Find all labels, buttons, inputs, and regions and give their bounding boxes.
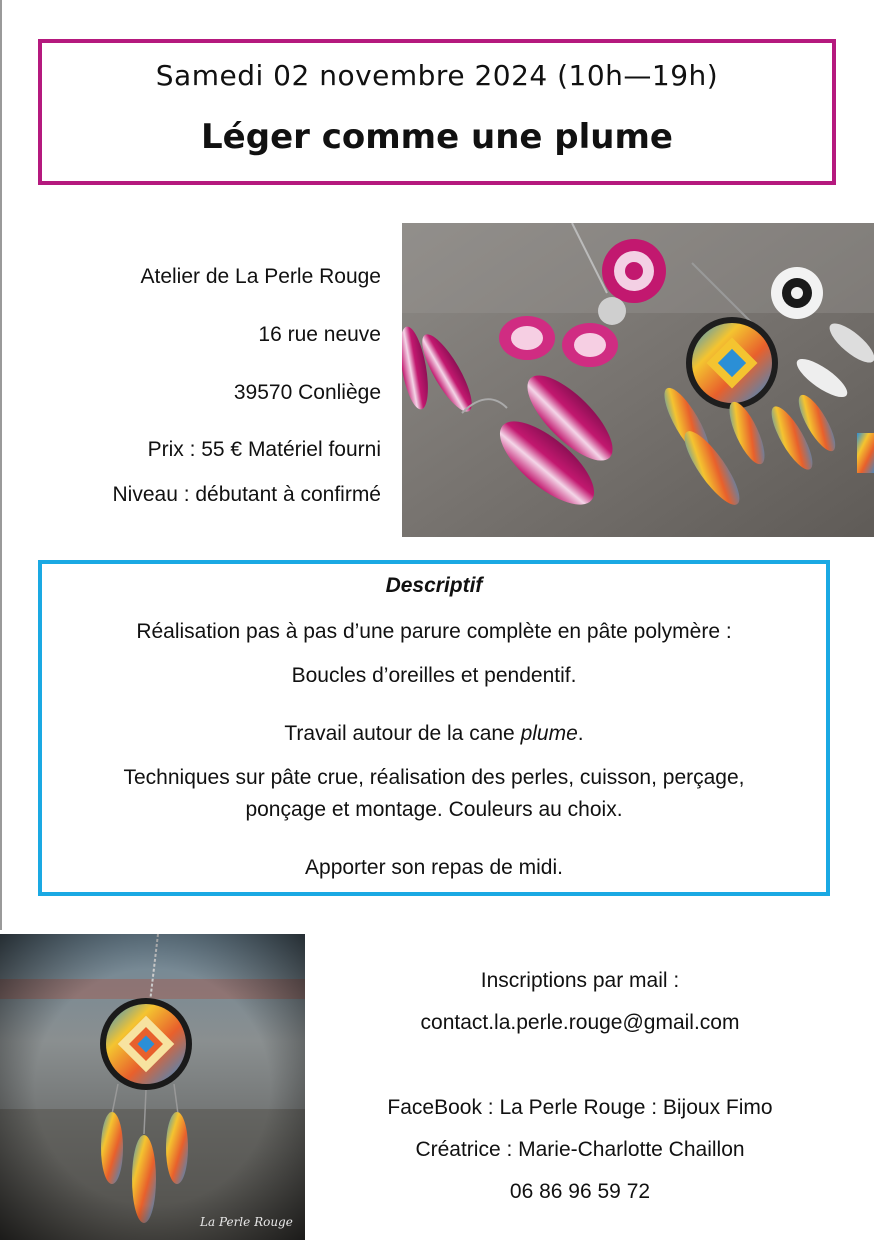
atelier-name: Atelier de La Perle Rouge xyxy=(140,265,381,288)
phone-number: 06 86 96 59 72 xyxy=(509,1180,651,1203)
description-line-3-text: Travail autour de la cane xyxy=(284,722,521,745)
description-line-3 xyxy=(42,722,826,746)
jewelry-photo xyxy=(402,223,874,537)
description-line-3-end: . xyxy=(577,722,584,745)
contact-email[interactable]: contact.la.perle.rouge@gmail.com xyxy=(420,1011,740,1034)
level-info: Niveau : débutant à confirmé xyxy=(112,483,381,506)
description-title: Descriptif xyxy=(385,574,483,597)
event-date: Samedi 02 novembre 2024 (10h—19h) xyxy=(155,59,719,92)
description-line-4b: ponçage et montage. Couleurs au choix. xyxy=(245,798,623,821)
description-box xyxy=(38,560,830,896)
photo-watermark: La Perle Rouge xyxy=(200,1215,293,1229)
description-line-3-emphasis: plume xyxy=(520,722,578,745)
price-info: Prix : 55 € Matériel fourni xyxy=(147,438,381,461)
pendant-photo xyxy=(0,934,305,1240)
description-line-1: Réalisation pas à pas d’une parure complète en pâte polymère : xyxy=(136,620,732,643)
street-address: 16 rue neuve xyxy=(258,323,381,346)
creator-info: Créatrice : Marie-Charlotte Chaillon xyxy=(415,1138,745,1161)
header-box xyxy=(38,39,836,185)
description-line-5: Apporter son repas de midi. xyxy=(305,856,563,879)
description-line-4a: Techniques sur pâte crue, réalisation des perles, cuisson, perçage, xyxy=(123,766,745,789)
event-title: Léger comme une plume xyxy=(201,117,673,157)
inscriptions-label: Inscriptions par mail : xyxy=(480,969,680,992)
description-line-2: Boucles d’oreilles et pendentif. xyxy=(291,664,577,687)
facebook-info: FaceBook : La Perle Rouge : Bijoux Fimo xyxy=(387,1096,773,1119)
city-address: 39570 Conliège xyxy=(233,381,381,404)
page-edge-line xyxy=(0,0,2,930)
